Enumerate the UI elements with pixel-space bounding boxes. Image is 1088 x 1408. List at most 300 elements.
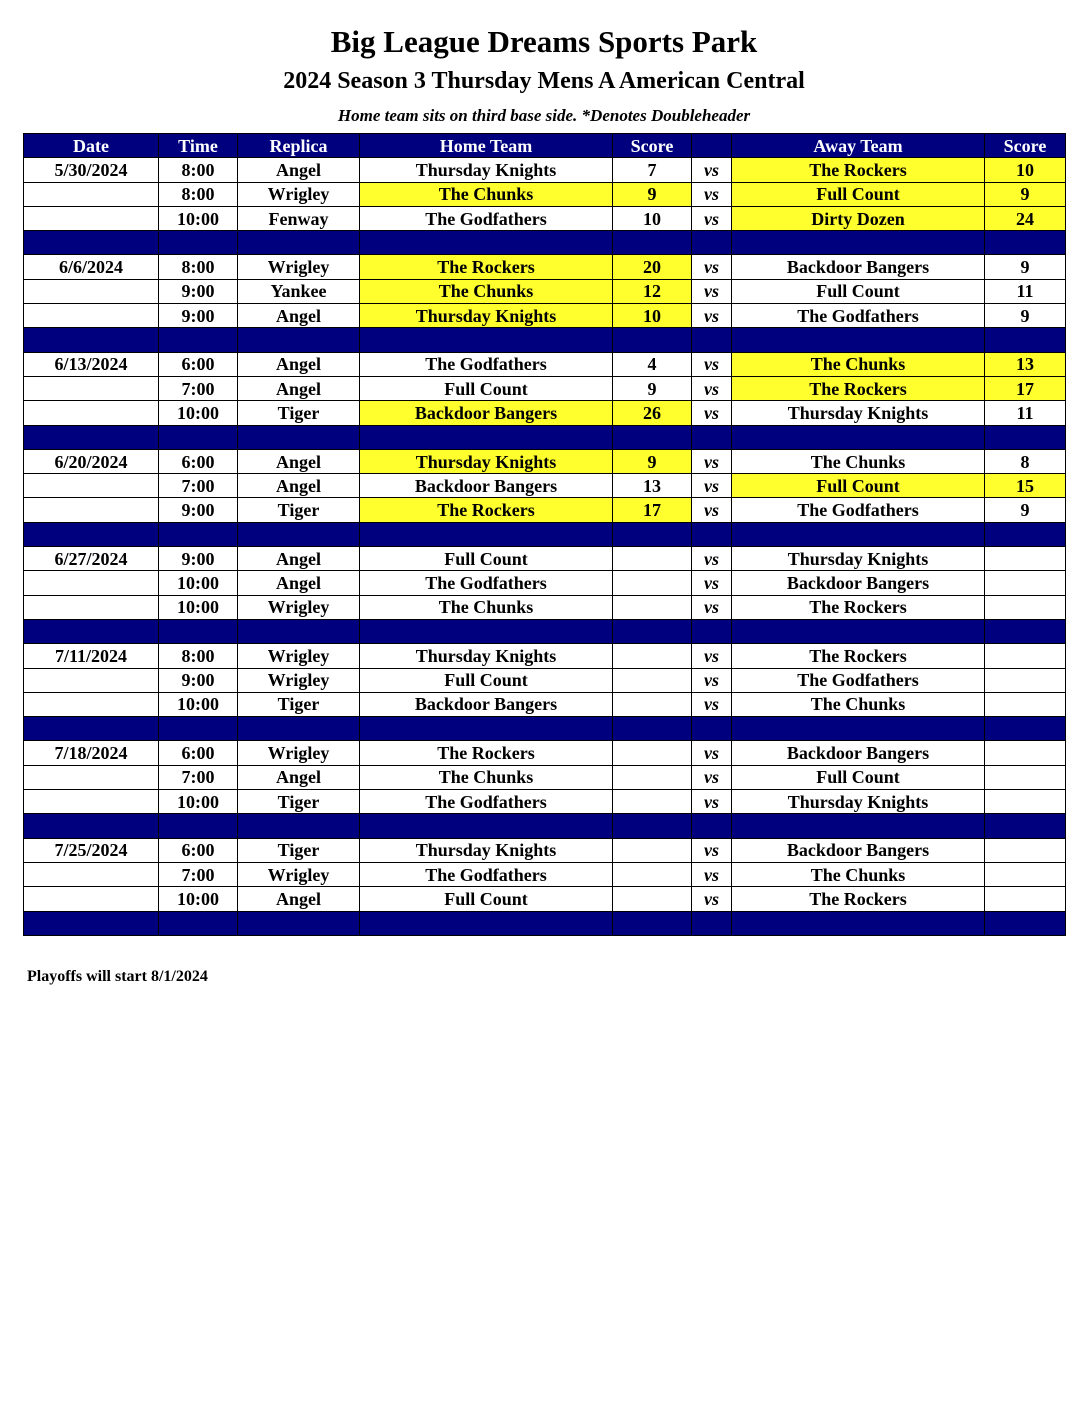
separator-cell	[360, 619, 613, 643]
separator-cell	[24, 717, 159, 741]
game-row	[24, 862, 1066, 886]
home-score	[613, 741, 692, 765]
game-row	[24, 547, 1066, 571]
home-team: Backdoor Bangers	[360, 692, 613, 716]
away-score: 9	[985, 304, 1066, 328]
vs-label: vs	[692, 862, 732, 886]
game-row	[24, 182, 1066, 206]
home-team: Full Count	[360, 668, 613, 692]
home-score: 13	[613, 474, 692, 498]
separator-cell	[360, 717, 613, 741]
separator-cell	[732, 328, 985, 352]
game-row	[24, 304, 1066, 328]
home-score	[613, 790, 692, 814]
vs-label: vs	[692, 474, 732, 498]
separator-row	[24, 814, 1066, 838]
separator-cell	[613, 814, 692, 838]
game-field: Wrigley	[238, 862, 360, 886]
home-team: Thursday Knights	[360, 158, 613, 182]
home-score: 12	[613, 279, 692, 303]
separator-cell	[613, 911, 692, 935]
away-score: 9	[985, 255, 1066, 279]
game-time: 9:00	[159, 547, 238, 571]
game-date: 7/11/2024	[24, 644, 159, 668]
home-team: Thursday Knights	[360, 644, 613, 668]
game-field: Angel	[238, 158, 360, 182]
away-team: The Chunks	[732, 352, 985, 376]
away-score	[985, 741, 1066, 765]
vs-label: vs	[692, 547, 732, 571]
vs-label: vs	[692, 887, 732, 911]
separator-cell	[360, 522, 613, 546]
home-team: Full Count	[360, 376, 613, 400]
schedule-body	[24, 158, 1066, 936]
away-team: The Godfathers	[732, 668, 985, 692]
separator-cell	[692, 231, 732, 255]
separator-cell	[985, 328, 1066, 352]
game-field: Tiger	[238, 498, 360, 522]
game-time: 7:00	[159, 376, 238, 400]
home-score: 4	[613, 352, 692, 376]
away-team: The Godfathers	[732, 498, 985, 522]
home-score	[613, 765, 692, 789]
separator-cell	[692, 328, 732, 352]
home-team: The Chunks	[360, 182, 613, 206]
home-team: The Rockers	[360, 498, 613, 522]
separator-cell	[238, 328, 360, 352]
game-field: Angel	[238, 449, 360, 473]
separator-cell	[613, 619, 692, 643]
away-team: Backdoor Bangers	[732, 255, 985, 279]
vs-label: vs	[692, 790, 732, 814]
separator-cell	[732, 619, 985, 643]
separator-row	[24, 911, 1066, 935]
away-score	[985, 765, 1066, 789]
separator-row	[24, 328, 1066, 352]
separator-cell	[985, 522, 1066, 546]
game-row	[24, 692, 1066, 716]
separator-cell	[24, 425, 159, 449]
away-team: The Chunks	[732, 449, 985, 473]
separator-cell	[692, 619, 732, 643]
away-team: The Rockers	[732, 376, 985, 400]
separator-cell	[238, 522, 360, 546]
game-field: Angel	[238, 376, 360, 400]
separator-cell	[732, 231, 985, 255]
game-row	[24, 474, 1066, 498]
col-header-home-team: Home Team	[360, 134, 613, 158]
away-team: Backdoor Bangers	[732, 838, 985, 862]
game-date: 6/13/2024	[24, 352, 159, 376]
game-date	[24, 887, 159, 911]
away-team: Full Count	[732, 765, 985, 789]
game-field: Tiger	[238, 692, 360, 716]
home-score: 9	[613, 449, 692, 473]
home-team: Full Count	[360, 547, 613, 571]
game-date: 6/27/2024	[24, 547, 159, 571]
game-field: Angel	[238, 304, 360, 328]
game-time: 10:00	[159, 595, 238, 619]
game-time: 8:00	[159, 255, 238, 279]
vs-label: vs	[692, 304, 732, 328]
home-score	[613, 644, 692, 668]
game-field: Angel	[238, 352, 360, 376]
header-row	[24, 134, 1066, 158]
game-row	[24, 449, 1066, 473]
vs-label: vs	[692, 571, 732, 595]
game-time: 6:00	[159, 838, 238, 862]
home-score: 26	[613, 401, 692, 425]
away-team: The Rockers	[732, 887, 985, 911]
separator-cell	[360, 231, 613, 255]
separator-row	[24, 619, 1066, 643]
away-team: The Rockers	[732, 644, 985, 668]
game-date: 6/6/2024	[24, 255, 159, 279]
separator-cell	[692, 522, 732, 546]
away-score	[985, 644, 1066, 668]
home-score	[613, 838, 692, 862]
game-row	[24, 352, 1066, 376]
away-score	[985, 790, 1066, 814]
game-time: 9:00	[159, 668, 238, 692]
game-time: 10:00	[159, 401, 238, 425]
page-subtitle: 2024 Season 3 Thursday Mens A American Central	[283, 68, 805, 94]
home-score	[613, 668, 692, 692]
separator-cell	[159, 522, 238, 546]
separator-cell	[360, 328, 613, 352]
separator-cell	[985, 717, 1066, 741]
home-score: 17	[613, 498, 692, 522]
away-team: Dirty Dozen	[732, 206, 985, 230]
separator-cell	[613, 522, 692, 546]
game-time: 10:00	[159, 206, 238, 230]
col-header-away-score: Score	[985, 134, 1066, 158]
game-date: 7/25/2024	[24, 838, 159, 862]
home-score: 7	[613, 158, 692, 182]
away-team: Backdoor Bangers	[732, 741, 985, 765]
separator-cell	[985, 814, 1066, 838]
home-score: 9	[613, 182, 692, 206]
home-score	[613, 887, 692, 911]
game-field: Wrigley	[238, 595, 360, 619]
separator-cell	[159, 425, 238, 449]
game-date	[24, 304, 159, 328]
separator-cell	[692, 814, 732, 838]
home-team: Full Count	[360, 887, 613, 911]
home-team: Thursday Knights	[360, 838, 613, 862]
away-score: 11	[985, 401, 1066, 425]
col-header-time: Time	[159, 134, 238, 158]
game-time: 6:00	[159, 449, 238, 473]
game-date	[24, 376, 159, 400]
separator-cell	[24, 328, 159, 352]
home-team: The Chunks	[360, 279, 613, 303]
separator-cell	[732, 425, 985, 449]
away-score	[985, 547, 1066, 571]
away-team: The Godfathers	[732, 304, 985, 328]
away-score	[985, 595, 1066, 619]
vs-label: vs	[692, 158, 732, 182]
game-date	[24, 790, 159, 814]
home-team: Thursday Knights	[360, 449, 613, 473]
home-team: The Godfathers	[360, 862, 613, 886]
game-date	[24, 182, 159, 206]
game-date	[24, 401, 159, 425]
separator-cell	[732, 522, 985, 546]
separator-row	[24, 231, 1066, 255]
game-date: 7/18/2024	[24, 741, 159, 765]
separator-cell	[24, 911, 159, 935]
away-team: Full Count	[732, 182, 985, 206]
separator-row	[24, 717, 1066, 741]
game-row	[24, 279, 1066, 303]
separator-cell	[238, 717, 360, 741]
away-score: 9	[985, 182, 1066, 206]
header-note: Home team sits on third base side. *Denotes Doubleheader	[337, 106, 751, 125]
game-field: Wrigley	[238, 668, 360, 692]
away-team: Thursday Knights	[732, 547, 985, 571]
separator-row	[24, 522, 1066, 546]
home-team: Backdoor Bangers	[360, 401, 613, 425]
vs-label: vs	[692, 498, 732, 522]
vs-label: vs	[692, 352, 732, 376]
vs-label: vs	[692, 182, 732, 206]
separator-cell	[238, 425, 360, 449]
vs-label: vs	[692, 668, 732, 692]
away-team: Full Count	[732, 474, 985, 498]
game-row	[24, 838, 1066, 862]
game-time: 8:00	[159, 182, 238, 206]
game-field: Angel	[238, 547, 360, 571]
separator-cell	[732, 814, 985, 838]
game-row	[24, 887, 1066, 911]
separator-cell	[732, 717, 985, 741]
game-row	[24, 765, 1066, 789]
game-date	[24, 595, 159, 619]
game-field: Tiger	[238, 401, 360, 425]
game-field: Yankee	[238, 279, 360, 303]
col-header-away-team: Away Team	[732, 134, 985, 158]
home-team: Thursday Knights	[360, 304, 613, 328]
game-row	[24, 741, 1066, 765]
game-field: Wrigley	[238, 644, 360, 668]
game-time: 8:00	[159, 158, 238, 182]
home-score	[613, 547, 692, 571]
separator-cell	[985, 425, 1066, 449]
away-score: 24	[985, 206, 1066, 230]
game-time: 10:00	[159, 571, 238, 595]
home-score	[613, 862, 692, 886]
away-score: 10	[985, 158, 1066, 182]
away-score: 13	[985, 352, 1066, 376]
away-score	[985, 668, 1066, 692]
game-row	[24, 571, 1066, 595]
home-score: 20	[613, 255, 692, 279]
away-score: 8	[985, 449, 1066, 473]
separator-cell	[159, 717, 238, 741]
separator-row	[24, 425, 1066, 449]
home-score	[613, 595, 692, 619]
away-team: The Rockers	[732, 158, 985, 182]
home-team: The Godfathers	[360, 571, 613, 595]
separator-cell	[24, 814, 159, 838]
game-field: Angel	[238, 474, 360, 498]
vs-label: vs	[692, 401, 732, 425]
away-score: 9	[985, 498, 1066, 522]
separator-cell	[24, 522, 159, 546]
home-score: 9	[613, 376, 692, 400]
game-row	[24, 255, 1066, 279]
game-row	[24, 376, 1066, 400]
away-score	[985, 887, 1066, 911]
game-time: 9:00	[159, 304, 238, 328]
vs-label: vs	[692, 255, 732, 279]
separator-cell	[159, 328, 238, 352]
home-score: 10	[613, 206, 692, 230]
separator-cell	[159, 619, 238, 643]
away-score	[985, 862, 1066, 886]
game-date	[24, 571, 159, 595]
separator-cell	[238, 911, 360, 935]
separator-cell	[24, 619, 159, 643]
vs-label: vs	[692, 741, 732, 765]
away-team: Backdoor Bangers	[732, 571, 985, 595]
game-date	[24, 206, 159, 230]
game-field: Angel	[238, 887, 360, 911]
col-header-date: Date	[24, 134, 159, 158]
away-score: 11	[985, 279, 1066, 303]
game-date	[24, 765, 159, 789]
game-date: 6/20/2024	[24, 449, 159, 473]
col-header-replica: Replica	[238, 134, 360, 158]
vs-label: vs	[692, 449, 732, 473]
home-team: The Chunks	[360, 765, 613, 789]
away-score	[985, 692, 1066, 716]
away-score	[985, 838, 1066, 862]
separator-cell	[159, 814, 238, 838]
game-field: Wrigley	[238, 182, 360, 206]
away-score: 17	[985, 376, 1066, 400]
away-team: Thursday Knights	[732, 790, 985, 814]
home-team: The Godfathers	[360, 790, 613, 814]
game-row	[24, 206, 1066, 230]
playoffs-note: Playoffs will start 8/1/2024	[27, 968, 208, 985]
vs-label: vs	[692, 206, 732, 230]
game-time: 8:00	[159, 644, 238, 668]
separator-cell	[360, 911, 613, 935]
separator-cell	[159, 911, 238, 935]
away-team: The Rockers	[732, 595, 985, 619]
page-title: Big League Dreams Sports Park	[330, 24, 758, 59]
game-date	[24, 474, 159, 498]
game-time: 7:00	[159, 765, 238, 789]
game-date	[24, 862, 159, 886]
home-score	[613, 692, 692, 716]
separator-cell	[24, 231, 159, 255]
game-field: Fenway	[238, 206, 360, 230]
away-score: 15	[985, 474, 1066, 498]
game-time: 9:00	[159, 498, 238, 522]
home-score	[613, 571, 692, 595]
game-field: Tiger	[238, 838, 360, 862]
game-row	[24, 790, 1066, 814]
game-time: 10:00	[159, 692, 238, 716]
away-team: Thursday Knights	[732, 401, 985, 425]
separator-cell	[159, 231, 238, 255]
game-row	[24, 668, 1066, 692]
game-date: 5/30/2024	[24, 158, 159, 182]
game-time: 7:00	[159, 474, 238, 498]
separator-cell	[985, 911, 1066, 935]
home-team: The Chunks	[360, 595, 613, 619]
home-team: The Rockers	[360, 741, 613, 765]
separator-cell	[692, 425, 732, 449]
vs-label: vs	[692, 692, 732, 716]
game-time: 6:00	[159, 741, 238, 765]
separator-cell	[692, 717, 732, 741]
game-row	[24, 498, 1066, 522]
game-field: Angel	[238, 571, 360, 595]
game-row	[24, 158, 1066, 182]
vs-label: vs	[692, 279, 732, 303]
game-row	[24, 401, 1066, 425]
separator-cell	[985, 231, 1066, 255]
separator-cell	[360, 425, 613, 449]
game-time: 10:00	[159, 887, 238, 911]
game-time: 7:00	[159, 862, 238, 886]
home-team: The Godfathers	[360, 206, 613, 230]
away-team: The Chunks	[732, 862, 985, 886]
separator-cell	[238, 814, 360, 838]
game-field: Wrigley	[238, 255, 360, 279]
separator-cell	[238, 231, 360, 255]
game-field: Angel	[238, 765, 360, 789]
game-date	[24, 498, 159, 522]
away-team: The Chunks	[732, 692, 985, 716]
away-score	[985, 571, 1066, 595]
home-team: The Godfathers	[360, 352, 613, 376]
game-field: Tiger	[238, 790, 360, 814]
col-header-home-score: Score	[613, 134, 692, 158]
game-row	[24, 595, 1066, 619]
away-team: Full Count	[732, 279, 985, 303]
game-date	[24, 668, 159, 692]
game-row	[24, 644, 1066, 668]
game-time: 9:00	[159, 279, 238, 303]
vs-label: vs	[692, 376, 732, 400]
home-team: The Rockers	[360, 255, 613, 279]
separator-cell	[732, 911, 985, 935]
game-time: 6:00	[159, 352, 238, 376]
game-field: Wrigley	[238, 741, 360, 765]
separator-cell	[360, 814, 613, 838]
separator-cell	[985, 619, 1066, 643]
separator-cell	[692, 911, 732, 935]
separator-cell	[613, 231, 692, 255]
schedule-table	[23, 133, 1066, 936]
vs-label: vs	[692, 595, 732, 619]
separator-cell	[613, 425, 692, 449]
separator-cell	[613, 328, 692, 352]
col-header-vs	[692, 134, 732, 158]
game-date	[24, 279, 159, 303]
game-date	[24, 692, 159, 716]
home-team: Backdoor Bangers	[360, 474, 613, 498]
vs-label: vs	[692, 838, 732, 862]
separator-cell	[613, 717, 692, 741]
vs-label: vs	[692, 765, 732, 789]
vs-label: vs	[692, 644, 732, 668]
